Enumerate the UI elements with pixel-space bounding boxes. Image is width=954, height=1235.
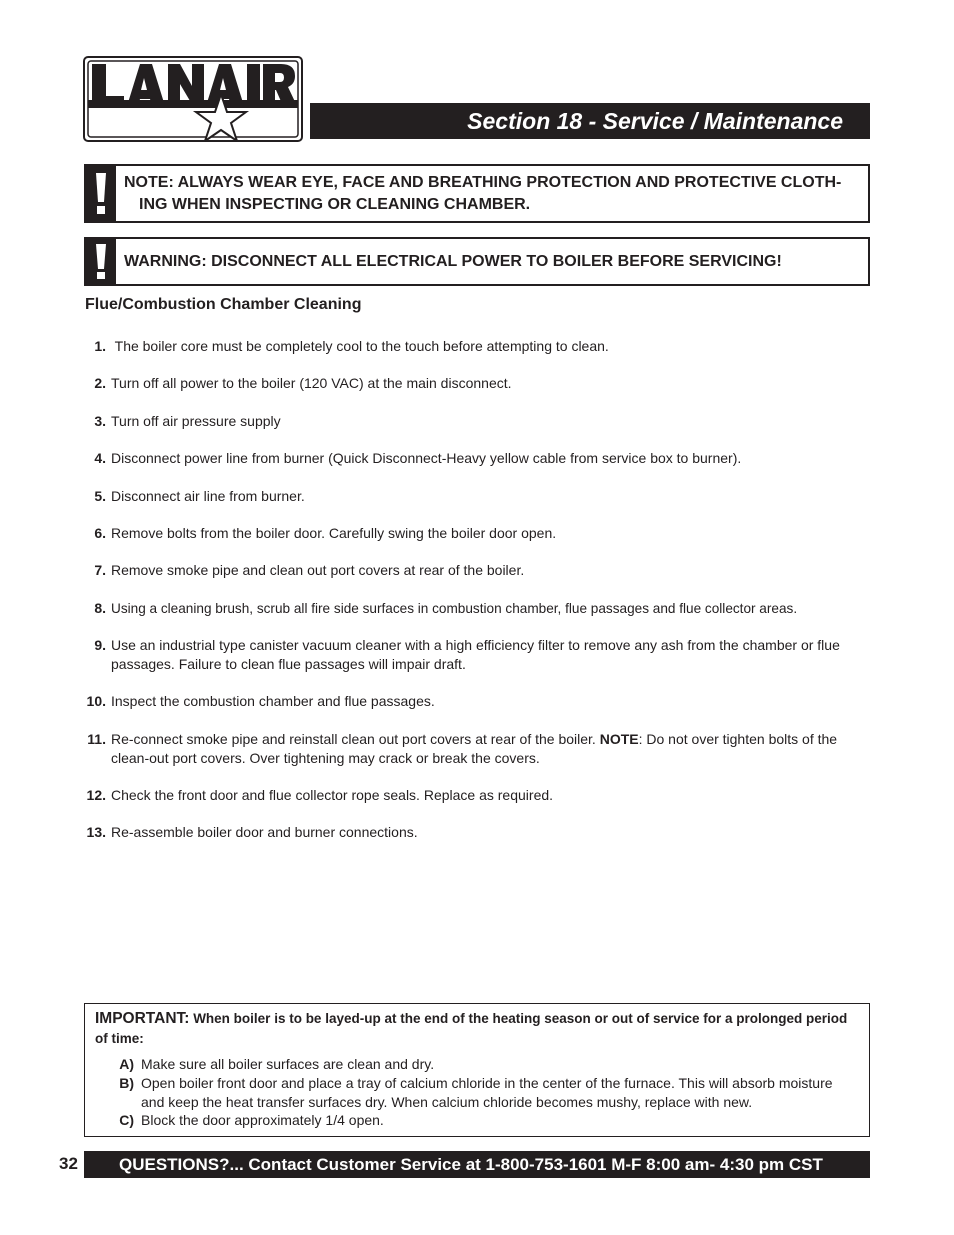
step-item bbox=[94, 636, 856, 674]
step-text: Re-assemble boiler door and burner connections. bbox=[111, 824, 418, 840]
exclamation-icon bbox=[86, 239, 116, 284]
step-item bbox=[86, 786, 856, 805]
step-item bbox=[94, 524, 856, 543]
item-text: Make sure all boiler surfaces are clean and dry. bbox=[141, 1056, 435, 1072]
lanair-logo bbox=[83, 56, 303, 142]
section-title: Section 18 - Service / Maintenance bbox=[467, 108, 843, 134]
step-text-part: : Do not over tighten bolts of the clean-out port covers. Over tightening may crack or break the covers. bbox=[111, 731, 838, 766]
step-item bbox=[87, 730, 856, 768]
step-text: Turn off all power to the boiler (120 VAC) at the main disconnect. bbox=[111, 375, 512, 391]
step-number: 2. bbox=[94, 375, 106, 391]
step-text: The boiler core must be completely cool to the touch before attempting to clean. bbox=[111, 338, 609, 354]
step-number: 12. bbox=[86, 787, 106, 803]
step-number: 1. bbox=[94, 338, 106, 354]
step-number: 3. bbox=[94, 413, 106, 429]
step-text: Disconnect power line from burner (Quick Disconnect-Heavy yellow cable from service box to burner). bbox=[111, 450, 742, 466]
step-number: 8. bbox=[94, 600, 106, 616]
important-item bbox=[119, 1074, 851, 1112]
step-item bbox=[94, 337, 856, 356]
important-heading-text: When boiler is to be layed-up at the end of the heating season or out of service for a prolonged period of time: bbox=[95, 1011, 848, 1046]
step-text bbox=[111, 730, 856, 768]
step-number: 13. bbox=[86, 824, 106, 840]
item-letter: C) bbox=[119, 1112, 134, 1128]
important-label: IMPORTANT: bbox=[95, 1010, 190, 1027]
page-number: 32 bbox=[59, 1154, 78, 1173]
footer-contact: QUESTIONS?... Contact Customer Service at 1-800-753-1601 M-F 8:00 am- 4:30 pm CST bbox=[119, 1155, 823, 1174]
item-text: Open boiler front door and place a tray of calcium chloride in the center of the furnace. This will absorb moisture and keep the heat transfer surfaces dry. When calcium chloride becomes mushy, replace with new. bbox=[141, 1075, 833, 1110]
step-item bbox=[94, 561, 856, 580]
step-item bbox=[86, 823, 856, 842]
step-item bbox=[94, 599, 856, 618]
step-item bbox=[86, 692, 856, 711]
step-text: Remove smoke pipe and clean out port covers at rear of the boiler. bbox=[111, 562, 525, 578]
step-number: 4. bbox=[94, 450, 106, 466]
note-line-1: NOTE: ALWAYS WEAR EYE, FACE AND BREATHING PROTECTION AND PROTECTIVE CLOTH- bbox=[124, 174, 842, 191]
step-number: 10. bbox=[86, 693, 106, 709]
step-number: 7. bbox=[94, 562, 106, 578]
item-letter: A) bbox=[119, 1056, 134, 1072]
step-text: Using a cleaning brush, scrub all fire side surfaces in combustion chamber, flue passages and flue collector areas. bbox=[111, 601, 798, 616]
step-text: Disconnect air line from burner. bbox=[111, 488, 305, 504]
step-number: 9. bbox=[94, 637, 106, 653]
step-item bbox=[94, 487, 856, 506]
step-number: 11. bbox=[87, 731, 106, 747]
note-callout bbox=[84, 164, 870, 223]
item-text: Block the door approximately 1/4 open. bbox=[141, 1112, 384, 1128]
step-number: 6. bbox=[94, 525, 106, 541]
step-item bbox=[94, 412, 856, 431]
step-text: Use an industrial type canister vacuum cleaner with a high efficiency filter to remove any ash from the chamber or flue passages. Failure to clean flue passages will impair draft. bbox=[111, 637, 840, 672]
important-item bbox=[119, 1055, 851, 1074]
svg-text:R: R bbox=[288, 71, 294, 80]
exclamation-icon bbox=[86, 166, 116, 221]
step-text: Inspect the combustion chamber and flue passages. bbox=[111, 693, 435, 709]
note-text bbox=[124, 172, 859, 216]
note-label: NOTE bbox=[599, 731, 639, 747]
warning-callout bbox=[84, 237, 870, 286]
step-item bbox=[94, 374, 856, 393]
step-text: Turn off air pressure supply bbox=[111, 413, 281, 429]
step-text: Remove bolts from the boiler door. Carefully swing the boiler door open. bbox=[111, 525, 557, 541]
important-box bbox=[84, 1003, 870, 1137]
important-item bbox=[119, 1111, 851, 1130]
note-line-2: ING WHEN INSPECTING OR CLEANING CHAMBER. bbox=[139, 196, 531, 213]
footer-bar bbox=[84, 1151, 870, 1178]
step-number: 5. bbox=[94, 488, 106, 504]
section-header bbox=[310, 103, 870, 139]
warning-text: WARNING: DISCONNECT ALL ELECTRICAL POWER TO BOILER BEFORE SERVICING! bbox=[124, 253, 782, 270]
important-heading bbox=[95, 1009, 855, 1049]
step-text: Check the front door and flue collector rope seals. Replace as required. bbox=[111, 787, 554, 803]
subheading: Flue/Combustion Chamber Cleaning bbox=[85, 296, 362, 313]
step-item bbox=[94, 449, 856, 468]
step-text-part: Re-connect smoke pipe and reinstall clean out port covers at rear of the boiler. bbox=[111, 731, 600, 747]
item-letter: B) bbox=[119, 1075, 134, 1091]
